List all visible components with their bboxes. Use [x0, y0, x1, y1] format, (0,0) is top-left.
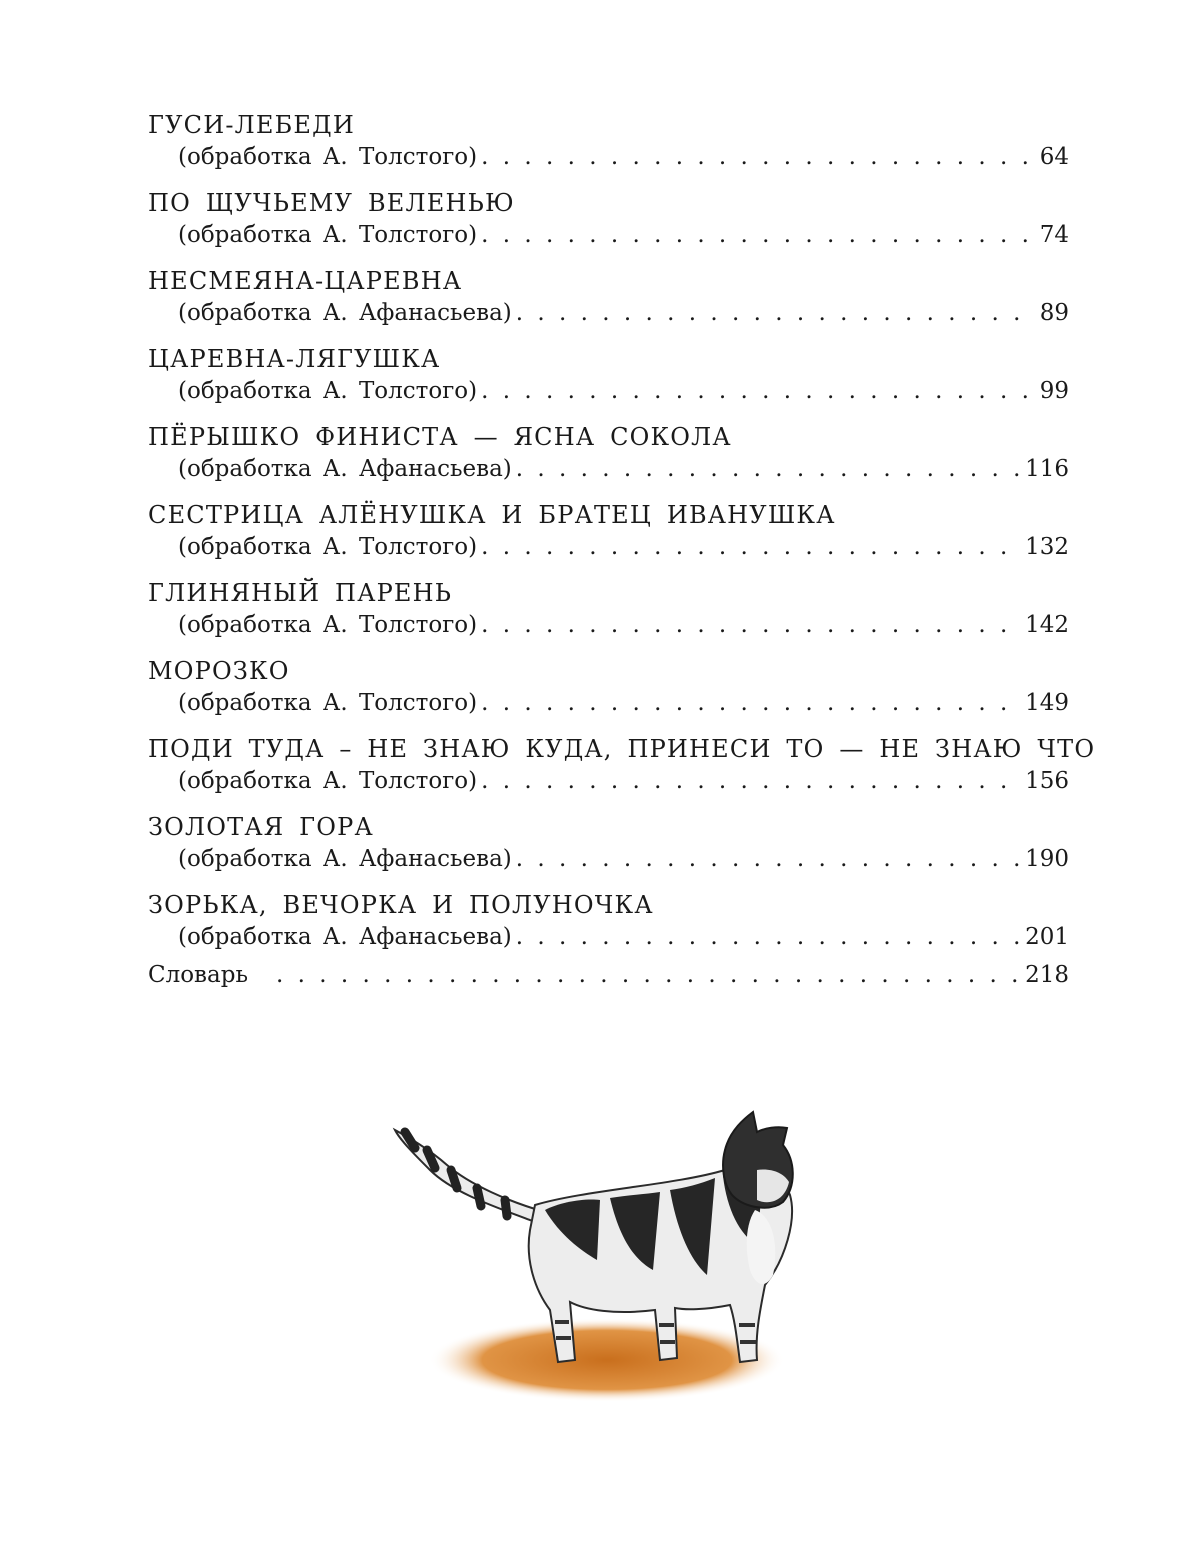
dot-leader — [477, 141, 1036, 173]
toc-entry-line — [148, 843, 1069, 875]
toc-entry-subtitle: (обработка А. Толстого) — [178, 222, 478, 248]
toc-entry-page: 64 — [1039, 144, 1069, 170]
toc-entry-line — [148, 765, 1069, 797]
toc-entry-subtitle: (обработка А. Толстого) — [178, 768, 478, 794]
table-of-contents — [148, 109, 1096, 991]
toc-entry-page: 89 — [1039, 300, 1069, 326]
toc-entry-title: ГУСИ-ЛЕБЕДИ — [148, 111, 355, 139]
dot-leader — [477, 609, 1021, 641]
toc-entry-subtitle: (обработка А. Толстого) — [178, 144, 478, 170]
toc-entry[interactable] — [148, 265, 1069, 343]
toc-entry-page: 201 — [1025, 924, 1069, 950]
dot-leader — [512, 843, 1021, 875]
toc-entry[interactable] — [148, 889, 1069, 967]
toc-entry-page: 190 — [1025, 846, 1069, 872]
toc-entry-page: 142 — [1025, 612, 1069, 638]
toc-entry-subtitle: (обработка А. Афанасьева) — [178, 924, 512, 950]
toc-entry-title: ПЁРЫШКО ФИНИСТА — ЯСНА СОКОЛА — [148, 423, 732, 451]
toc-entry[interactable] — [148, 499, 1069, 577]
toc-entry[interactable] — [148, 187, 1069, 265]
glossary-label: Словарь — [148, 962, 248, 988]
toc-entry[interactable] — [148, 733, 1096, 811]
toc-entry-line — [148, 375, 1069, 407]
toc-entry-line — [148, 219, 1069, 251]
toc-entry-line — [148, 687, 1069, 719]
toc-entry[interactable] — [148, 343, 1069, 421]
toc-entry-title: НЕСМЕЯНА-ЦАРЕВНА — [148, 267, 463, 295]
toc-entry-title: ПОДИ ТУДА – НЕ ЗНАЮ КУДА, ПРИНЕСИ ТО — НЕ ЗНАЮ ЧТО — [148, 735, 1096, 763]
toc-entry-title: ПО ЩУЧЬЕМУ ВЕЛЕНЬЮ — [148, 189, 515, 217]
dot-leader — [477, 687, 1021, 719]
toc-entry-glossary[interactable] — [148, 959, 1069, 991]
toc-entry-subtitle: (обработка А. Толстого) — [178, 534, 478, 560]
toc-entry-title: ГЛИНЯНЫЙ ПАРЕНЬ — [148, 579, 453, 607]
dot-leader — [512, 453, 1021, 485]
toc-entry-title: МОРОЗКО — [148, 657, 290, 685]
dot-leader — [477, 219, 1036, 251]
dot-leader — [477, 531, 1021, 563]
toc-entry-page: 156 — [1025, 768, 1069, 794]
toc-entry[interactable] — [148, 655, 1069, 733]
toc-entry-subtitle: (обработка А. Толстого) — [178, 612, 478, 638]
toc-entry-page: 74 — [1039, 222, 1069, 248]
toc-entry-subtitle: (обработка А. Толстого) — [178, 378, 478, 404]
toc-entry-subtitle: (обработка А. Толстого) — [178, 690, 478, 716]
cat-illustration — [385, 1110, 805, 1405]
toc-entry[interactable] — [148, 811, 1069, 889]
toc-entry-page: 149 — [1025, 690, 1069, 716]
toc-entry-subtitle: (обработка А. Афанасьева) — [178, 846, 512, 872]
toc-entry-page: 99 — [1039, 378, 1069, 404]
toc-entry-line — [148, 141, 1069, 173]
toc-entry-subtitle: (обработка А. Афанасьева) — [178, 300, 512, 326]
toc-entry[interactable] — [148, 577, 1069, 655]
floor-shadow — [429, 1318, 785, 1402]
dot-leader — [477, 765, 1021, 797]
toc-entry-title: СЕСТРИЦА АЛЁНУШКА И БРАТЕЦ ИВАНУШКА — [148, 501, 836, 529]
dot-leader — [512, 921, 1021, 953]
toc-entry-line — [148, 531, 1069, 563]
toc-entry-page: 132 — [1025, 534, 1069, 560]
glossary-page: 218 — [1025, 962, 1069, 988]
toc-entry-subtitle: (обработка А. Афанасьева) — [178, 456, 512, 482]
toc-entry-line — [148, 453, 1069, 485]
toc-entry-line — [148, 921, 1069, 953]
toc-entry-title: ЗОЛОТАЯ ГОРА — [148, 813, 374, 841]
dot-leader — [248, 959, 1021, 991]
toc-entry[interactable] — [148, 109, 1069, 187]
dot-leader — [477, 375, 1036, 407]
toc-entry[interactable] — [148, 421, 1069, 499]
toc-entry-title: ЗОРЬКА, ВЕЧОРКА И ПОЛУНОЧКА — [148, 891, 654, 919]
toc-entry-line — [148, 609, 1069, 641]
toc-entry-page: 116 — [1025, 456, 1069, 482]
toc-entry-title: ЦАРЕВНА-ЛЯГУШКА — [148, 345, 441, 373]
dot-leader — [512, 297, 1036, 329]
toc-entry-line — [148, 297, 1069, 329]
